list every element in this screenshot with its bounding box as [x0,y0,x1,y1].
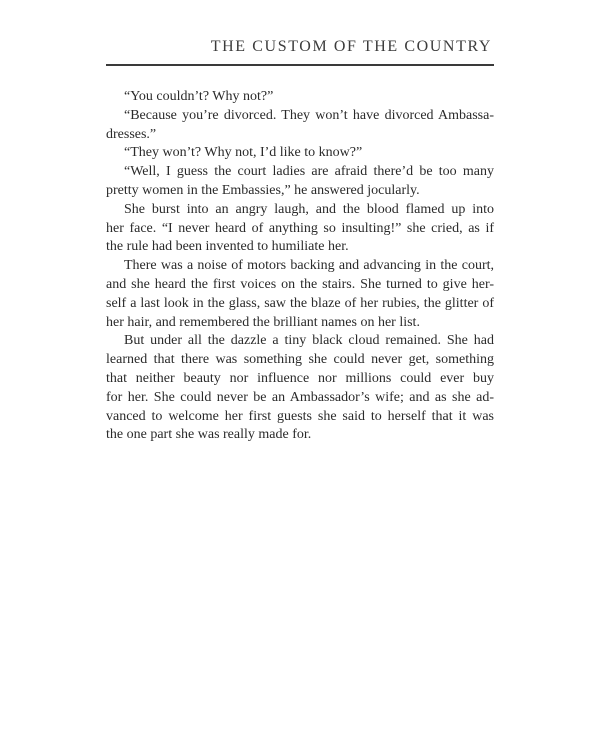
text-line: her face. “I never heard of anything so insulting!” she cried, as if [106,220,494,236]
text-line: But under all the dazzle a tiny black cloud remained. She had [124,333,494,349]
text-line: her hair, and remembered the brilliant names on her list. [106,314,420,330]
text-line: She burst into an angry laugh, and the blood flamed up into [124,201,494,217]
text-line: dresses.” [106,126,157,142]
text-line: self a last look in the glass, saw the blaze of her rubies, the glitter of [106,295,494,311]
text-line: and she heard the first voices on the stairs. She turned to give her- [106,276,494,292]
body-text [106,88,494,445]
text-line: the rule had been invented to humiliate her. [106,239,349,255]
text-line: “You couldn’t? Why not?” [124,89,274,104]
text-line: that neither beauty nor influence nor millions could ever buy [106,370,494,386]
text-line: “They won’t? Why not, I’d like to know?” [124,145,363,161]
text-line: pretty women in the Embassies,” he answered jocularly. [106,182,420,198]
text-line: “Well, I guess the court ladies are afraid there’d be too many [124,164,494,180]
text-line: “Because you’re divorced. They won’t have divorced Ambassa- [124,107,494,123]
text-line: There was a noise of motors backing and advancing in the court, [124,258,494,274]
text-line: vanced to welcome her first guests she said to herself that it was [106,408,494,424]
running-head [106,38,494,66]
text-line: the one part she was really made for. [106,427,312,443]
text-line: for her. She could never be an Ambassador’s wife; and as she ad- [106,389,494,405]
running-title: THE CUSTOM OF THE COUNTRY [210,38,492,55]
text-line: learned that there was something she could never get, something [106,352,494,368]
